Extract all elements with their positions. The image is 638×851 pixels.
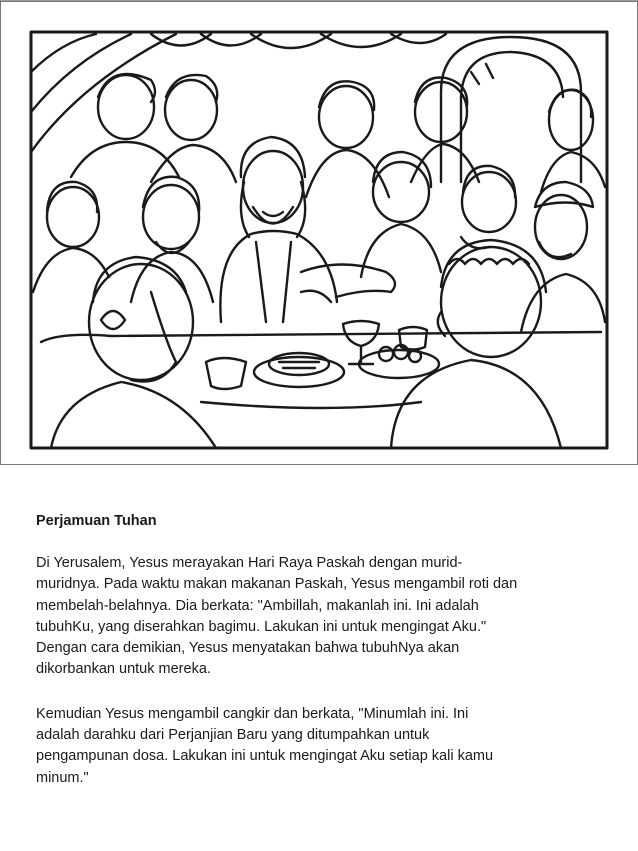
jesus-figure — [220, 137, 395, 322]
last-supper-illustration — [1, 2, 637, 464]
illustration-frame — [0, 1, 638, 465]
disciple-center-right — [361, 152, 441, 277]
curtain-drape — [31, 34, 446, 152]
arched-doorway — [441, 37, 581, 182]
disciple-left-2 — [131, 177, 213, 302]
story-paragraph-1: Di Yerusalem, Yesus merayakan Hari Raya Paskah dengan murid- muridnya. Pada waktu makan makanan Paskah, Yesus mengambil roti dan membelah-belahnya. Dia berkata: "Ambillah, makanlah ini. Ini adalah tubuhKu, yang diserahkan bagimu. Lakukan ini untuk mengingat Aku." Dengan cara demikian, Yesus menyatakan bahwa tubuhNya akan dikorbankan untuk mereka. — [36, 555, 518, 678]
story-title: Perjamuan Tuhan — [36, 513, 157, 529]
disciple-back-2 — [151, 75, 236, 182]
disciple-foreground-right — [391, 240, 561, 448]
story-paragraph-2: Kemudian Yesus mengambil cangkir dan berkata, "Minumlah ini. Ini adalah darahku dari Perjanjian Baru yang ditumpahkan untuk pengampunan dosa. Lakukan ini untuk mengingat Aku setiap kali kamu minum." — [36, 705, 494, 786]
disciple-left-1 — [33, 182, 109, 292]
disciple-foreground-left — [51, 257, 216, 448]
disciple-back-5 — [541, 90, 605, 192]
disciple-right-1 — [461, 166, 516, 248]
supper-table — [41, 321, 601, 408]
disciple-back-1 — [71, 74, 179, 177]
story-text — [36, 511, 608, 812]
disciple-right-2-headwrap — [521, 182, 605, 332]
disciple-back-4 — [411, 78, 479, 183]
